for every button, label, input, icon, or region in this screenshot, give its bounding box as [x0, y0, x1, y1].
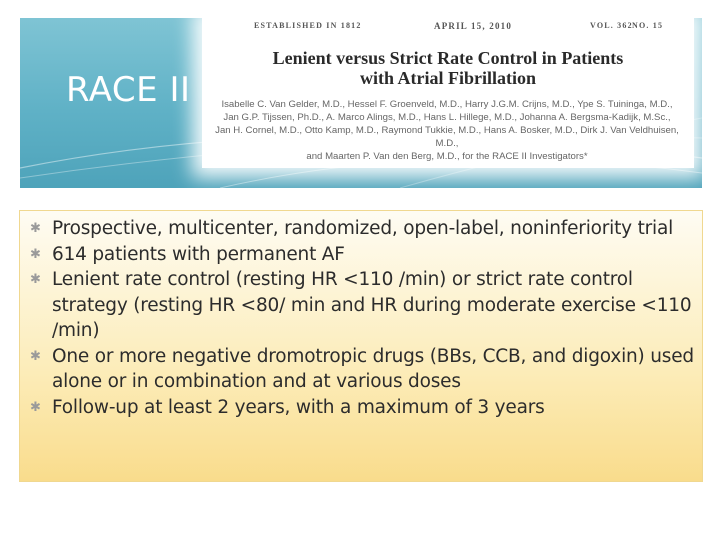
authors-line: Isabelle C. Van Gelder, M.D., Hessel F. Groenveld, M.D., Harry J.G.M. Crijns, M.D., Ype S. Tuininga, M.D.,: [221, 99, 673, 110]
bullet-item: [30, 395, 696, 421]
authors-line: and Maarten P. Van den Berg, M.D., for the RACE II Investigators*: [306, 151, 588, 162]
asterisk-bullet-icon: ✱: [30, 348, 41, 364]
bullet-text: 614 patients with permanent AF: [52, 243, 345, 265]
article-title-line-2: with Atrial Fibrillation: [359, 68, 536, 88]
asterisk-bullet-icon: ✱: [30, 221, 41, 236]
bullet-text: Follow-up at least 2 years, with a maximum of 3 years: [52, 396, 545, 418]
asterisk-bullet-icon: ✱: [30, 246, 41, 262]
bullet-item: [30, 344, 696, 395]
masthead-number: NO. 15: [632, 21, 664, 30]
bullet-item: [30, 267, 696, 344]
masthead-established: ESTABLISHED IN 1812: [254, 21, 362, 30]
article-title: [202, 48, 694, 88]
masthead-volume: VOL. 362: [590, 21, 633, 30]
bullet-item: [30, 216, 696, 242]
article-authors: [204, 98, 690, 163]
authors-line: Jan G.P. Tijssen, Ph.D., A. Marco Alings, M.D., Hans L. Hillege, M.D., Johanna A. Bergsma-Kadijk, M.Sc.,: [223, 112, 671, 123]
bullet-list: [30, 216, 696, 420]
asterisk-bullet-icon: ✱: [30, 272, 41, 287]
asterisk-bullet-icon: ✱: [30, 399, 41, 415]
bullet-text: Lenient rate control (resting HR <110 /min) or strict rate control strategy (resting HR <80/ min and HR during moderate exercise <110 /min): [52, 269, 692, 341]
masthead-date: APRIL 15, 2010: [434, 21, 513, 31]
bullet-item: [30, 242, 696, 268]
article-title-line-1: Lenient versus Strict Rate Control in Patients: [272, 48, 624, 68]
authors-line: Jan H. Cornel, M.D., Otto Kamp, M.D., Raymond Tukkie, M.D., Hans A. Bosker, M.D., Dirk J. Van Veldhuisen, M.D.,: [215, 125, 679, 149]
slide-title: RACE II: [66, 70, 191, 110]
journal-clipping: [202, 18, 694, 168]
bullet-text: Prospective, multicenter, randomized, open-label, noninferiority trial: [52, 218, 674, 239]
bullet-text: One or more negative dromotropic drugs (BBs, CCB, and digoxin) used alone or in combination and at various doses: [52, 345, 694, 392]
content-box: [19, 210, 703, 482]
